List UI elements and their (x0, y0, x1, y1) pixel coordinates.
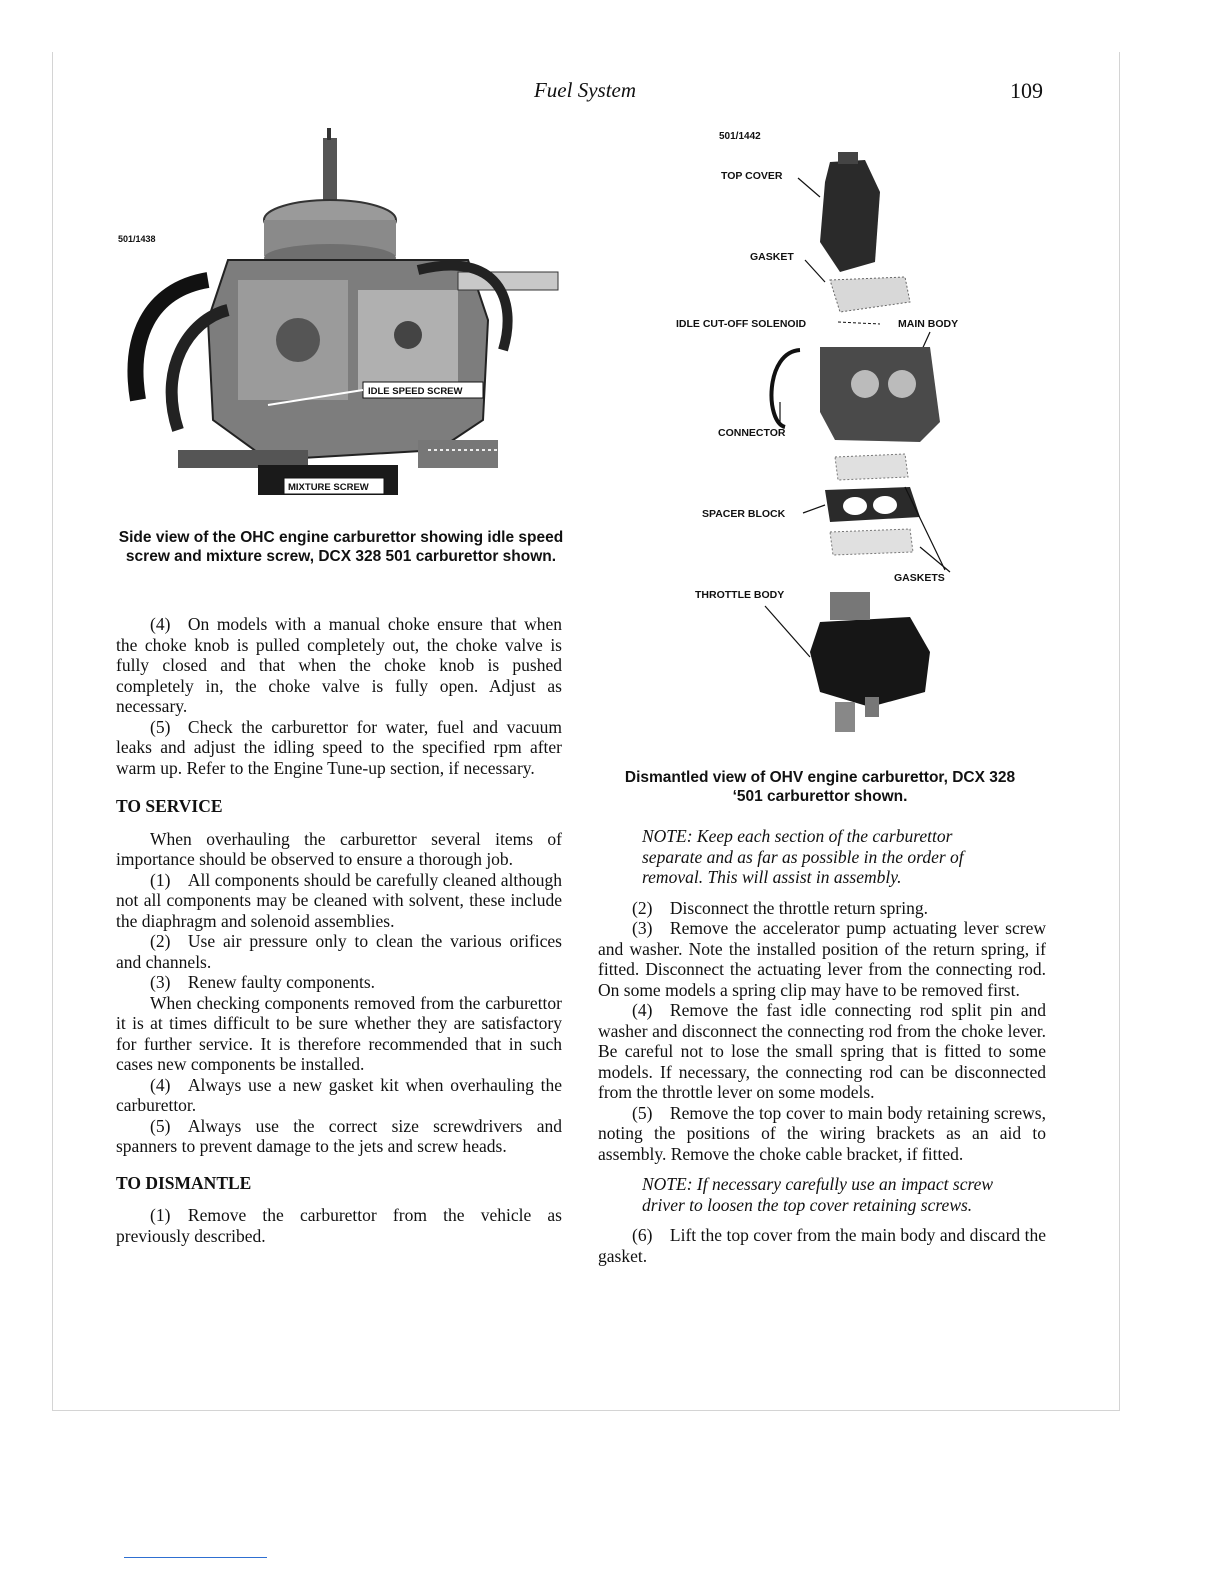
carburettor-side-view-illustration (118, 120, 568, 510)
service-step-3: (3) Renew faulty components. (150, 972, 376, 992)
connector-label: CONNECTOR (718, 427, 786, 439)
throttle-body-label: THROTTLE BODY (695, 589, 785, 601)
service-step-2: (2) Use air pressure only to clean the various orifices and channels. (116, 931, 562, 972)
figure-left-caption-text: Side view of the OHC engine carburettor showing idle speed screw and mixture screw, DCX 328 501 carburettor shown. (118, 529, 564, 565)
dismantle-step-2: (2) Disconnect the throttle return spring. (632, 897, 928, 918)
mixture-screw-label: MIXTURE SCREW (288, 482, 369, 493)
note-impact-screwdriver: NOTE: If necessary carefully use an impact screw driver to loosen the top cover retaining screws. (642, 1174, 994, 1215)
running-header-title: Fuel System (533, 78, 637, 102)
idle-cutoff-solenoid-label: IDLE CUT-OFF SOLENOID (676, 318, 807, 330)
dismantle-step-4: (4) Remove the fast idle connecting rod split pin and washer and disconnect the connecting rod from the choke lever. Be careful not to lose the small spring that is fitted to some models. If necessary, the connecting rod can be disconnected from the throttle lever on some models. (598, 1000, 1046, 1102)
dismantle-step-6: (6) Lift the top cover from the main body and discard the gasket. (598, 1225, 1046, 1266)
figure-right-caption-line2: ‘501 carburettor shown. (732, 788, 908, 805)
note-keep-sections: NOTE: Keep each section of the carburettor separate and as far as possible in the order of removal. This will assist in assembly. (642, 826, 964, 887)
para-check-leaks: (5) Check the carburettor for water, fuel and vacuum leaks and adjust the idling speed to the specified rpm after warm up. Refer to the Engine Tune-up section, if necessary. (116, 716, 562, 778)
left-text-column (116, 614, 562, 1246)
heading-to-service: TO SERVICE (116, 796, 223, 816)
figure-right-caption-line1: Dismantled view of OHV engine carburettor, DCX 328 (624, 769, 1016, 786)
figure-right-ref-code: 501/1442 (719, 131, 761, 142)
service-step-5: (5) Always use the correct size screwdrivers and spanners to prevent damage to the jets and screw heads. (116, 1115, 562, 1156)
carburettor-exploded-view-figure (670, 122, 990, 752)
dismantle-step-3: (3) Remove the accelerator pump actuating lever screw and washer. Note the installed position of the return spring, if fitted. Disconnect the actuating lever from the connecting rod. On some models a spring clip may have to be removed first. (598, 918, 1046, 1000)
dismantle-step-5: (5) Remove the top cover to main body retaining screws, noting the positions of the wiring brackets as an aid to assembly. Remove the choke cable bracket, if fitted. (598, 1102, 1046, 1164)
para-manual-choke: (4) On models with a manual choke ensure that when the choke knob is pulled completely out, the choke valve is fully closed and that when the choke knob is pushed completely in, the choke valve is fully open. Adjust as necessary. (116, 614, 562, 716)
service-intro: When overhauling the carburettor several items of importance should be observed to ensure a thorough job. (116, 828, 562, 869)
carburettor-exploded-view-illustration (670, 122, 990, 752)
gaskets-label: GASKETS (894, 572, 945, 584)
gasket-label: GASKET (750, 251, 794, 263)
bottom-divider-line (124, 1557, 267, 1558)
figure-left-caption (118, 528, 564, 566)
right-text-column (598, 826, 1046, 1266)
service-step-1: (1) All components should be carefully cleaned although not all components may be cleaned with solvent, these include the diaphragm and solenoid assemblies. (116, 869, 562, 931)
figure-left-ref-code: 501/1438 (118, 234, 156, 244)
heading-to-dismantle: TO DISMANTLE (116, 1172, 252, 1193)
page-number: 109 (1010, 78, 1043, 103)
carburettor-side-view-figure (118, 120, 568, 510)
service-checking-note: When checking components removed from the carburettor it is at times difficult to be sure whether they are satisfactory for further service. It is therefore recommended that in such cases new components be installed. (116, 992, 562, 1074)
main-body-label: MAIN BODY (898, 318, 959, 330)
spacer-block-label: SPACER BLOCK (702, 508, 786, 520)
service-step-4: (4) Always use a new gasket kit when overhauling the carburettor. (116, 1074, 562, 1115)
top-cover-label: TOP COVER (721, 170, 783, 182)
idle-speed-screw-label: IDLE SPEED SCREW (368, 386, 463, 397)
figure-right-caption (593, 768, 1047, 806)
dismantle-step-1: (1) Remove the carburettor from the vehicle as previously described. (116, 1205, 562, 1246)
